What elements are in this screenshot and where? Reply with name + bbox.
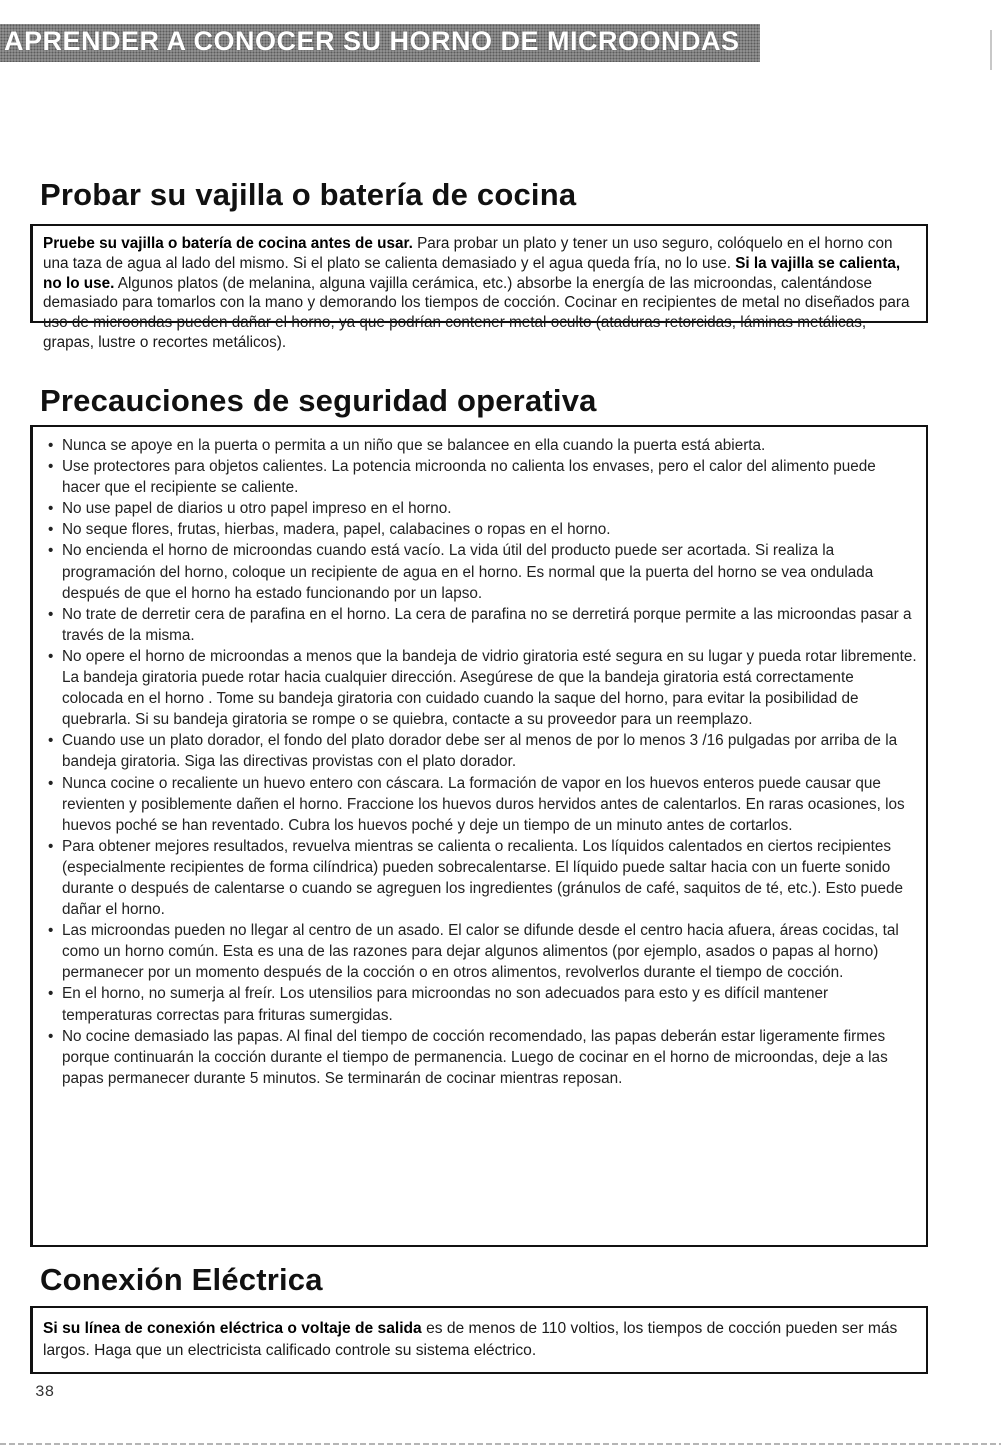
list-item xyxy=(42,1026,918,1089)
list-item-text: No opere el horno de microondas a menos que la bandeja de vidrio giratoria esté segura en su lugar y pueda rotar libremente. La bandeja giratoria puede rotar hacia cualquier dirección. Asegúrese de que la bandeja giratoria está correctamente colocada en el horno . Tome su bandeja giratoria con cuidado cuando la saque del horno, para evitar la posibilidad de quebrarla. Si su bandeja giratoria se rompe o se quiebra, contacte a su proveedor para un reemplazo. xyxy=(62,647,917,729)
bullet: • xyxy=(48,732,54,750)
list-item-text: Nunca cocine o recaliente un huevo entero con cáscara. La formación de vapor en los huevos enteros puede causar que revienten y posiblemente dañen el horno. Fraccione los huevos duros hervidos antes de calentarlos. En raras ocasiones, los huevos poché se han reventado. Cubra los huevos poché y deje un tiempo de un minuto antes de cortarlos. xyxy=(62,774,905,834)
bullet: • xyxy=(48,521,54,539)
list-item-text: En el horno, no sumerja al freír. Los utensilios para microondas no son adecuados para esto y es difícil mantener temperaturas correctas para frituras sumergidas. xyxy=(62,985,829,1024)
list-item-text: No use papel de diarios u otro papel impreso en el horno. xyxy=(62,500,452,518)
list-item-text: Las microondas pueden no llegar al centro de un asado. El calor se difunde desde el centro hacia afuera, áreas cocidas, tal como un horno común. Esta es una de las razones para dejar algunos alimentos (por ejemplo, asados o papas al horno) permanecer por un momento después de la cocción o en otros alimentos, revolverlos durante el tiempo de cocción. xyxy=(62,922,899,982)
list-item-text: Para obtener mejores resultados, revuelva mientras se calienta o recalienta. Los líquidos calentados en ciertos recipientes (especialmente recipientes de forma cilíndrica) pueden sobrecalentarse. El líquido puede saltar hacia con un fuerte sonido durante o después de calentarse o cuando se agreguen los ingredientes (gránulos de café, saquitos de té, etc.). Esto puede dañar el horno. xyxy=(62,837,904,919)
list-item-text: Cuando use un plato dorador, el fondo del plato dorador debe ser al menos de por lo menos 3 /16 pulgadas por arriba de la bandeja giratoria. Siga las directivas provistas con el plato dorador. xyxy=(62,732,898,771)
electrical-lead-bold: Si su línea de conexión eléctrica o voltaje de salida xyxy=(43,1320,422,1337)
dishes-paragraph xyxy=(43,234,916,353)
bottom-rule xyxy=(0,1443,1001,1445)
bullet: • xyxy=(48,500,54,518)
list-item xyxy=(42,519,918,540)
bullet: • xyxy=(48,774,54,792)
dishes-lead-bold: Pruebe su vajilla o batería de cocina antes de usar. xyxy=(43,235,413,252)
list-item xyxy=(42,646,918,730)
section-banner xyxy=(0,24,760,62)
list-item xyxy=(42,456,918,498)
bullet: • xyxy=(48,1027,54,1045)
page-number: 38 xyxy=(35,1383,55,1401)
list-item xyxy=(42,435,918,456)
list-item-text: Nunca se apoye en la puerta o permita a un niño que se balancee en ella cuando la puerta está abierta. xyxy=(62,437,766,454)
list-item-text: No cocine demasiado las papas. Al final del tiempo de cocción recomendado, las papas deberán estar ligeramente firmes porque continuarán la cocción durante el tiempo de permanencia. Luego de cocinar en el horno de microondas, deje a las papas permanecer durante 5 minutos. Se terminarán de cocinar mientras reposan. xyxy=(62,1027,888,1087)
list-item xyxy=(42,983,918,1025)
dishes-mid-bold: Si la vajilla se calienta, no lo use. xyxy=(43,254,901,292)
electrical-text: es de menos de 110 voltios, los tiempos de cocción pueden ser más largos. Haga que un electricista calificado controle su sistema eléctrico. xyxy=(43,1320,898,1359)
electrical-heading: Conexión Eléctrica xyxy=(40,1262,323,1297)
list-item-text: No encienda el horno de microondas cuando está vacío. La vida útil del producto puede ser acortada. Si realiza la programación del horno, coloque un recipiente de agua en el horno. Es normal que la puerta del horno se vea ondulada después de que el horno ha estado funcionando por un lapso. xyxy=(62,542,874,602)
bullet: • xyxy=(48,985,54,1003)
list-item xyxy=(42,920,918,983)
list-item xyxy=(42,540,918,603)
list-item xyxy=(42,604,918,646)
banner-title: APRENDER A CONOCER SU HORNO DE MICROONDAS xyxy=(4,26,740,56)
list-item xyxy=(42,836,918,920)
safety-box xyxy=(30,425,928,1247)
list-item-text: No trate de derretir cera de parafina en el horno. La cera de parafina no se derretirá porque permite a las microondas pasar a través de la misma. xyxy=(62,605,912,644)
dishes-heading: Probar su vajilla o batería de cocina xyxy=(40,177,577,212)
safety-list xyxy=(42,435,918,1089)
list-item-text: No seque flores, frutas, hierbas, madera, papel, calabacines o ropas en el horno. xyxy=(62,521,611,539)
electrical-paragraph xyxy=(43,1318,916,1362)
electrical-box xyxy=(30,1306,928,1374)
list-item-text: Use protectores para objetos calientes. La potencia microonda no calienta los envases, pero el calor del alimento puede hacer que el recipiente se caliente. xyxy=(62,458,876,497)
bullet: • xyxy=(48,458,54,476)
list-item xyxy=(42,773,918,836)
bullet: • xyxy=(48,542,54,560)
bullet: • xyxy=(48,437,54,454)
list-item xyxy=(42,730,918,772)
bullet: • xyxy=(48,647,54,665)
safety-heading: Precauciones de seguridad operativa xyxy=(40,383,597,418)
bullet: • xyxy=(48,605,54,623)
dishes-text-2: Algunos platos (de melanina, alguna vajilla cerámica, etc.) absorbe la energía de las microondas, calentándose demasiado para tomarlos con la mano y demorando los tiempos de cocción. Cocinar en recipientes de metal no diseñados para uso de microondas pueden dañar el horno, ya que podrían contener metal oculto (ataduras retorcidas, láminas metálicas, grapas, lustre o recortes metálicos). xyxy=(43,274,910,351)
bullet: • xyxy=(48,837,54,855)
dishes-text-1: Para probar un plato y tener un uso seguro, colóquelo en el horno con una taza de agua al lado del mismo. Si el plato se calienta demasiado y el agua queda fría, no lo use. xyxy=(43,235,893,272)
dishes-box xyxy=(30,224,928,351)
bullet: • xyxy=(48,922,54,940)
edge-mark xyxy=(990,30,992,70)
list-item xyxy=(42,498,918,519)
